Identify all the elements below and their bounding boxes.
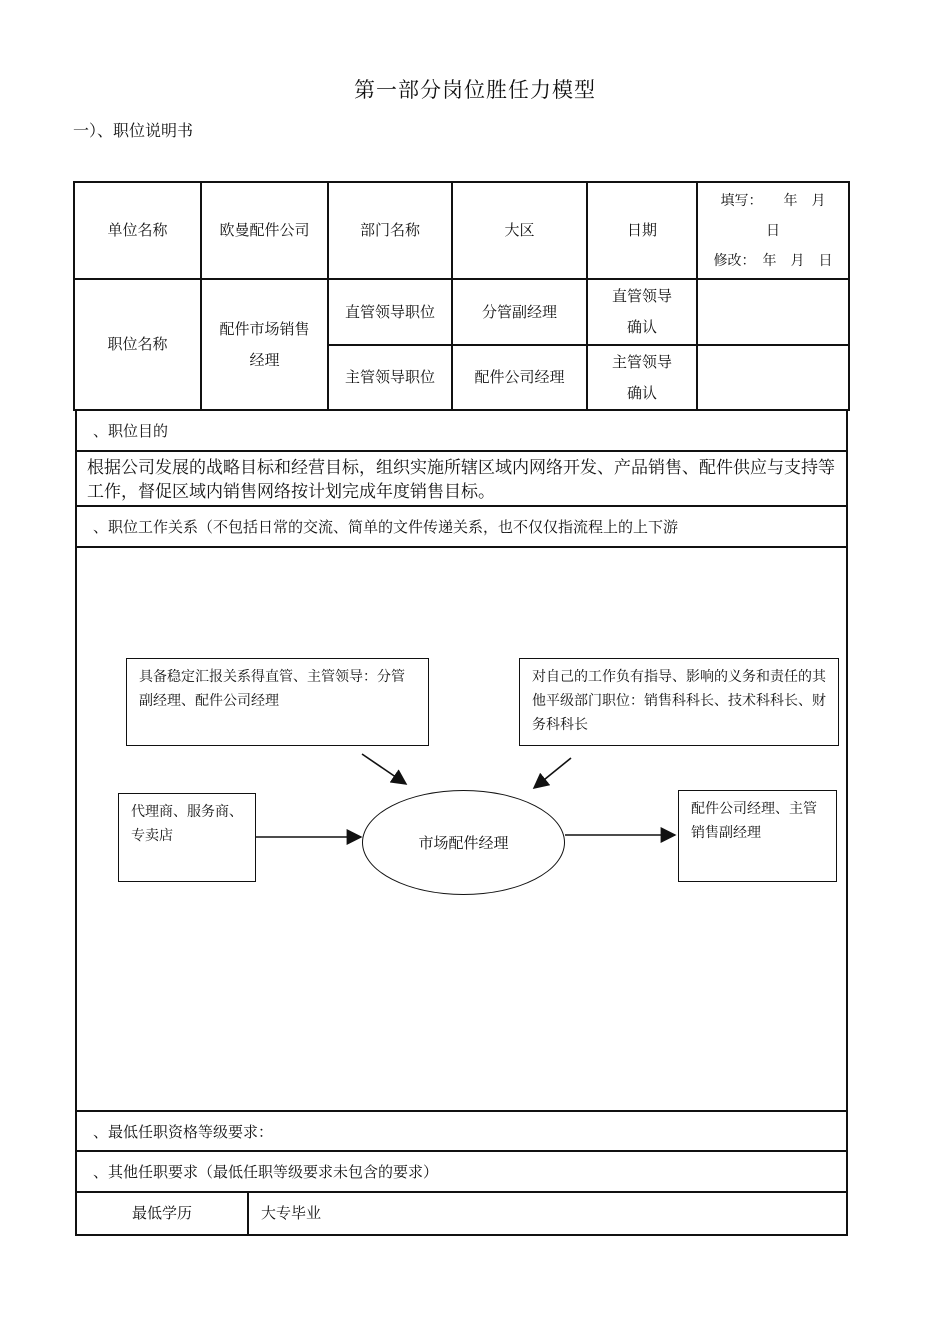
relations-diagram bbox=[75, 546, 848, 1112]
unit-name-label: 单位名称 bbox=[73, 181, 202, 280]
direct-confirm-label: 直管领导确认 bbox=[586, 278, 698, 346]
main-confirm-label: 主管领导确认 bbox=[586, 344, 698, 411]
report-box: 配件公司经理、主管销售副经理 bbox=[678, 790, 837, 882]
direct-confirm-field[interactable] bbox=[696, 278, 850, 346]
dept-name-label: 部门名称 bbox=[327, 181, 453, 280]
dept-name-value: 大区 bbox=[451, 181, 588, 280]
date-fill-line: 填写： 年 月 bbox=[720, 192, 826, 209]
section-heading: 一）、职位说明书 bbox=[73, 121, 194, 140]
min-grade-heading: 、最低任职资格等级要求： bbox=[75, 1110, 848, 1152]
purpose-heading: 、职位目的 bbox=[75, 409, 848, 452]
page-title: 第一部分岗位胜任力模型 bbox=[354, 78, 596, 102]
main-leader-label: 主管领导职位 bbox=[327, 344, 453, 411]
other-requirements-heading: 、其他任职要求（最低任职等级要求未包含的要求） bbox=[75, 1150, 848, 1193]
main-leader-value: 配件公司经理 bbox=[451, 344, 588, 411]
superiors-box: 具备稳定汇报关系得直管、主管领导：分管副经理、配件公司经理 bbox=[126, 658, 429, 746]
purpose-text: 根据公司发展的战略目标和经营目标，组织实施所辖区域内网络开发、产品销售、配件供应与支持等工作，督促区域内销售网络按计划完成年度销售目标。 bbox=[75, 450, 848, 507]
main-confirm-field[interactable] bbox=[696, 344, 850, 411]
superiors-arrow bbox=[362, 754, 406, 784]
position-name-label: 职位名称 bbox=[73, 278, 202, 411]
unit-name-value: 欧曼配件公司 bbox=[200, 181, 329, 280]
date-fill-cell bbox=[696, 181, 850, 280]
relations-heading: 、职位工作关系（不包括日常的交流、简单的文件传递关系，也不仅仅指流程上的上下游 bbox=[75, 505, 848, 548]
date-label: 日期 bbox=[586, 181, 698, 280]
partners-box: 代理商、服务商、专卖店 bbox=[118, 793, 256, 882]
peers-box: 对自己的工作负有指导、影响的义务和责任的其他平级部门职位：销售科科长、技术科科长、财务科科长 bbox=[519, 658, 839, 746]
direct-leader-value: 分管副经理 bbox=[451, 278, 588, 346]
job-description-form bbox=[73, 181, 850, 1236]
education-label: 最低学历 bbox=[75, 1191, 249, 1236]
education-value: 大专毕业 bbox=[247, 1191, 848, 1236]
date-modify-line: 修改： 年 月 日 bbox=[713, 252, 833, 269]
position-name-value: 配件市场销售经理 bbox=[200, 278, 329, 411]
peers-arrow bbox=[534, 758, 571, 788]
center-position-ellipse: 市场配件经理 bbox=[362, 790, 565, 895]
direct-leader-label: 直管领导职位 bbox=[327, 278, 453, 346]
date-fill-line: 日 bbox=[766, 222, 780, 239]
